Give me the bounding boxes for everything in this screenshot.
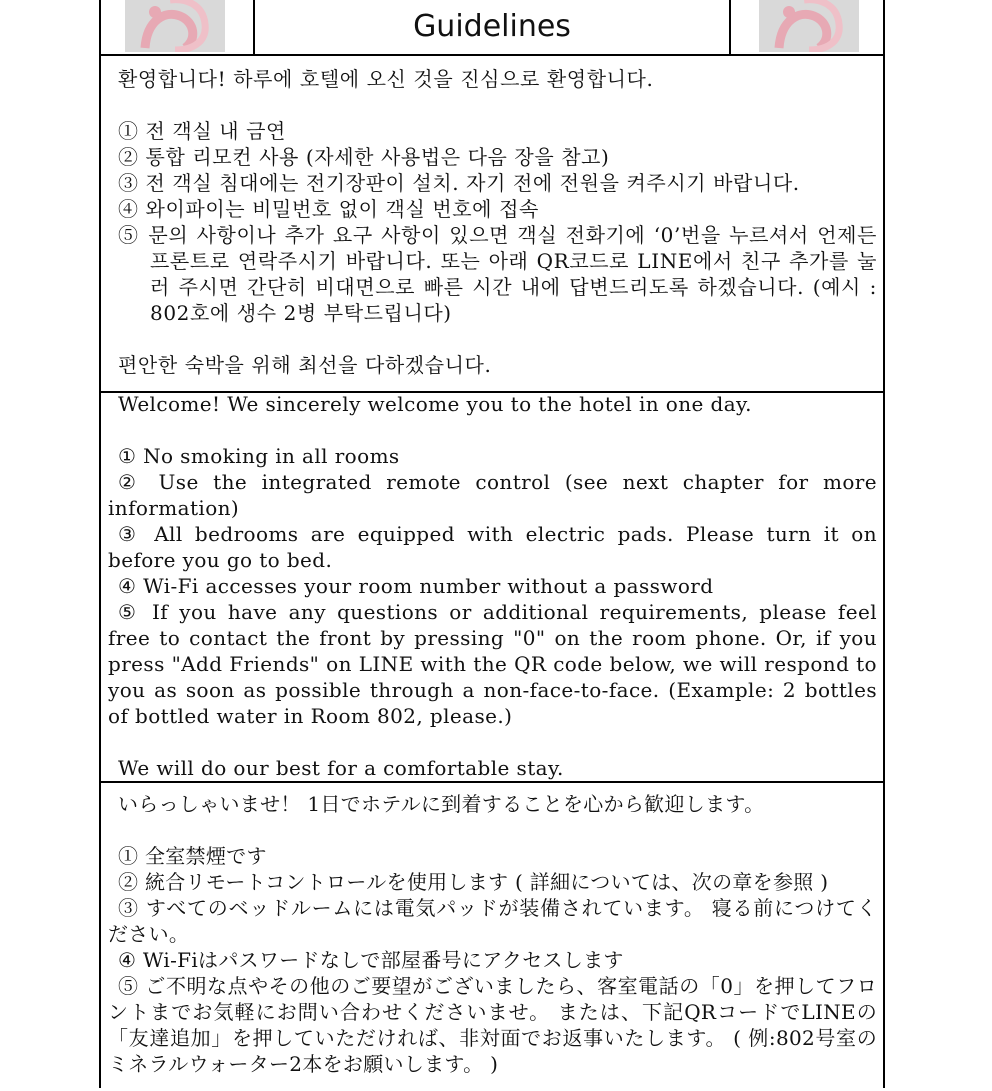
japanese-item-3: ③ すべてのベッドルームには電気パッドが装備されています。 寝る前につけてください。 xyxy=(108,896,877,946)
english-closing: We will do our best for a comfortable stay. xyxy=(118,756,564,780)
hotel-logo-right xyxy=(759,0,859,52)
korean-item-2: ② 통합 리모컨 사용 (자세한 사용법은 다음 장을 참고) xyxy=(118,145,610,169)
hotel-logo-icon xyxy=(125,0,225,52)
korean-item-3: ③ 전 객실 침대에는 전기장판이 설치. 자기 전에 전원을 켜주시기 바랍니다. xyxy=(118,171,800,195)
korean-item-4: ④ 와이파이는 비밀번호 없이 객실 번호에 접속 xyxy=(118,197,539,221)
japanese-welcome: いらっしゃいませ！ 1日でホテルに到着することを心から歓迎します。 xyxy=(118,792,765,816)
korean-item-1: ① 전 객실 내 금연 xyxy=(118,119,286,143)
korean-welcome: 환영합니다! 하루에 호텔에 오신 것을 진심으로 환영합니다. xyxy=(118,67,654,91)
korean-item-5: ⑤ 문의 사항이나 추가 요구 사항이 있으면 객실 전화기에 ‘0’번을 누르셔서 언제든 프론트로 연락주시기 바랍니다. 또는 아래 QR코드로 LINE에서 친구 추가를 눌러 주시면 간단히 비대면으로 빠른 시간 내에 답변드리도록 하겠습니다. (예시 : 802호에 생수 2병 부탁드립니다) xyxy=(118,223,877,325)
english-item-4: ④ Wi-Fi accesses your room number without a password xyxy=(118,574,714,598)
english-item-5: ⑤ If you have any questions or additional requirements, please feel free to contact the front by pressing "0" on the room phone. Or, if you press "Add Friends" on LINE with the QR code below, we will respond to you as soon as possible through a non-face-to-face. (Example: 2 bottles of bottled water in Room 802, please.) xyxy=(108,600,877,728)
korean-closing: 편안한 숙박을 위해 최선을 다하겠습니다. xyxy=(118,353,492,377)
english-item-2: ② Use the integrated remote control (see next chapter for more information) xyxy=(108,470,877,520)
japanese-item-5: ⑤ ご不明な点やその他のご要望がございましたら、客室電話の「0」を押してフロントまでお気軽にお問い合わせくださいませ。 または、下記QRコードでLINEの「友達追加」を押していただければ、非対面でお返事いたします。 ( 例:802号室のミネラルウォーター2本をお願いします。 ) xyxy=(108,974,877,1076)
korean-section xyxy=(99,56,885,393)
japanese-item-4: ④ Wi-Fiはパスワードなしで部屋番号にアクセスします xyxy=(118,948,624,972)
english-item-1: ① No smoking in all rooms xyxy=(118,444,400,468)
page-title: Guidelines xyxy=(413,8,571,44)
japanese-section xyxy=(99,781,885,1091)
japanese-item-1: ① 全室禁煙です xyxy=(118,844,267,868)
english-section xyxy=(99,391,885,783)
header xyxy=(99,0,885,56)
english-welcome: Welcome! We sincerely welcome you to the hotel in one day. xyxy=(118,392,752,416)
hotel-logo-icon xyxy=(759,0,859,52)
hotel-logo-left xyxy=(125,0,225,52)
english-item-3: ③ All bedrooms are equipped with electric pads. Please turn it on before you go to bed. xyxy=(108,522,877,572)
title-box xyxy=(253,0,731,54)
japanese-item-2: ② 統合リモートコントロールを使用します ( 詳細については、次の章を参照 ) xyxy=(118,870,829,894)
